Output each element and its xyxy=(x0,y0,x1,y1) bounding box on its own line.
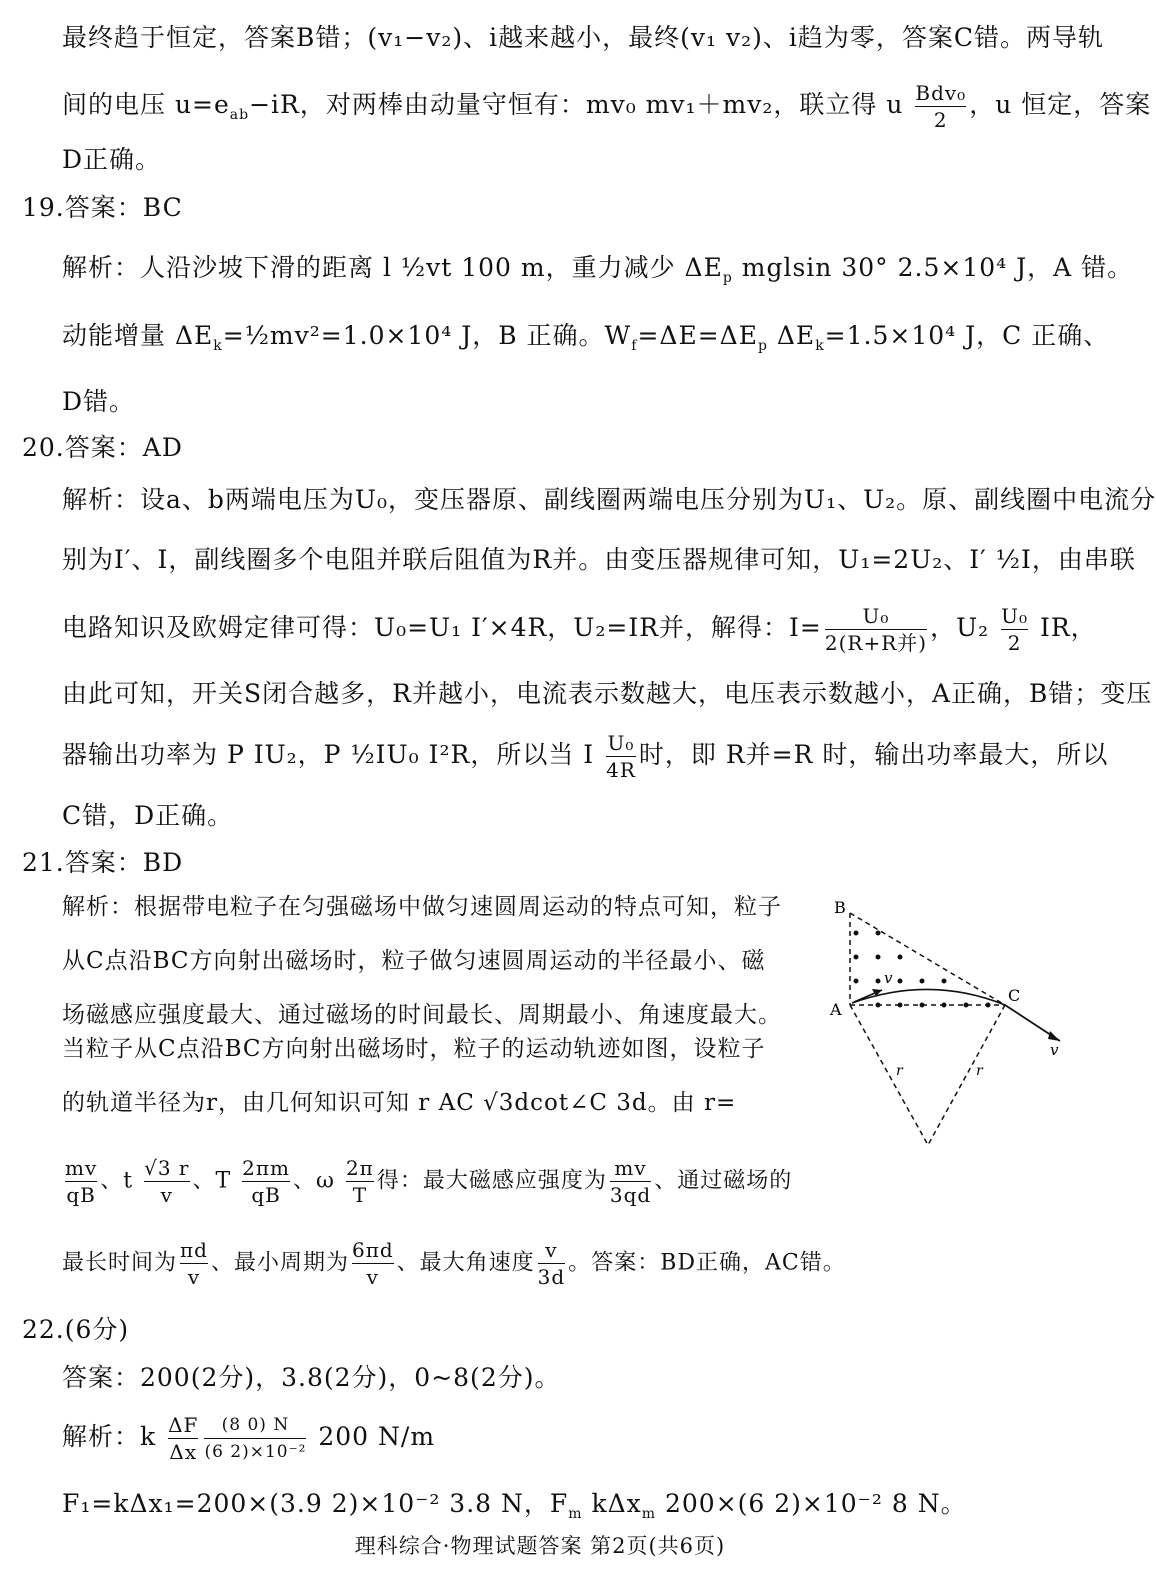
numerator: πd xyxy=(180,1238,208,1262)
numerator: U₀ xyxy=(607,731,635,755)
q22-line-2 xyxy=(62,1484,967,1522)
denominator: 4R xyxy=(606,758,636,782)
q22-line-1 xyxy=(62,1412,435,1465)
numerator: U₀ xyxy=(1001,604,1029,628)
numerator: mv xyxy=(65,1156,98,1180)
fraction xyxy=(204,1412,306,1465)
fraction xyxy=(352,1237,394,1290)
q18-line-1: 最终趋于恒定，答案B错；(v₁−v₂)、i越来越小，最终(v₁ v₂)、i趋为零，答案C错。两导轨 xyxy=(62,23,1104,52)
q21-line-4: 当粒子从C点沿BC方向射出磁场时，粒子的运动轨迹如图，设粒子 xyxy=(62,1036,766,1062)
fraction xyxy=(825,603,927,656)
text: 、最大角速度 xyxy=(396,1250,535,1276)
q19-header xyxy=(22,188,183,224)
text: 最长时间为 xyxy=(62,1250,178,1276)
numerator: ΔF xyxy=(168,1413,199,1437)
magnetic-field-diagram xyxy=(820,895,1070,1150)
numerator: √3 r xyxy=(144,1156,190,1180)
q21-line-1: 解析：根据带电粒子在匀强磁场中做匀速圆周运动的特点可知，粒子 xyxy=(62,894,782,920)
q19-line-3: D错。 xyxy=(62,387,136,416)
numerator: 2π xyxy=(345,1156,374,1180)
fraction xyxy=(144,1155,189,1208)
numerator: mv xyxy=(610,1155,651,1182)
denominator: Δx xyxy=(169,1440,198,1464)
q18-line-3: D正确。 xyxy=(62,145,162,174)
q21-line-2: 从C点沿BC方向射出磁场时，粒子做匀速圆周运动的半径最小、磁 xyxy=(62,948,766,974)
label-v-out: v xyxy=(1050,1041,1059,1059)
fraction xyxy=(1001,603,1028,656)
denominator: 2 xyxy=(933,108,948,132)
denominator: v xyxy=(160,1183,173,1207)
fraction xyxy=(168,1412,198,1465)
q21-header xyxy=(22,843,183,879)
text: kΔx xyxy=(582,1489,642,1518)
denominator: T xyxy=(352,1183,368,1207)
text: ，u 恒定，答案 xyxy=(969,90,1152,119)
denominator: 3qd xyxy=(609,1183,652,1207)
q21-line-3: 场磁感应强度最大、通过磁场的时间最长、周期最小、角速度最大。 xyxy=(62,1002,782,1028)
q21-line-5: 的轨道半径为r，由几何知识可知 r AC √3dcot∠C 3d。由 r= xyxy=(62,1090,737,1116)
denominator: v xyxy=(366,1265,379,1289)
text: F₁=kΔx₁=200×(3.9 2)×10⁻² 3.8 N，F xyxy=(62,1489,569,1518)
denominator: 2 xyxy=(1007,631,1022,655)
label-b: B xyxy=(834,898,846,917)
subscript: k xyxy=(213,338,223,354)
text: 、ω xyxy=(293,1168,343,1194)
subscript: m xyxy=(641,1506,657,1522)
text: IR， xyxy=(1031,613,1097,642)
text: ，U₂ xyxy=(930,613,999,642)
q20-line-5 xyxy=(62,730,1108,783)
q20-header xyxy=(22,428,183,464)
label-v-inside: v xyxy=(884,969,893,987)
q22-answer: 答案：200(2分)，3.8(2分)，0~8(2分)。 xyxy=(62,1363,561,1392)
denominator: (6 2)×10⁻² xyxy=(204,1442,307,1462)
text: 解析：人沿沙坡下滑的距离 l ½vt 100 m，重力减少 ΔE xyxy=(62,253,723,282)
q21-line-7 xyxy=(62,1237,846,1290)
text: 器输出功率为 P IU₂，P ½IU₀ I²R，所以当 I xyxy=(62,740,604,769)
subscript: p xyxy=(757,338,768,354)
text: =1.5×10⁴ J，C 正确、 xyxy=(824,321,1110,350)
question-number: 20. xyxy=(22,433,65,462)
label-r-left: r xyxy=(896,1063,903,1079)
q21-line-6 xyxy=(62,1155,792,1208)
numerator: v xyxy=(538,1237,566,1264)
numerator: Bdv₀ xyxy=(915,81,967,105)
fraction xyxy=(606,730,636,783)
denominator: 3d xyxy=(537,1265,566,1289)
answer: 答案：BD xyxy=(64,848,184,877)
subscript: k xyxy=(815,338,825,354)
fraction xyxy=(538,1237,566,1290)
page-footer: 理科综合·物理试题答案 第2页(共6页) xyxy=(354,1534,726,1558)
q20-line-6: C错，D正确。 xyxy=(62,801,234,830)
denominator: 2(R+R并) xyxy=(824,631,928,655)
q19-line-2 xyxy=(62,316,1109,354)
numerator: U₀ xyxy=(825,603,927,630)
subscript: ab xyxy=(229,107,250,123)
label-a: A xyxy=(830,1000,842,1019)
q20-line-1: 解析：设a、b两端电压为U₀，变压器原、副线圈两端电压分别为U₁、U₂。原、副线圈中电流分 xyxy=(62,485,1156,514)
text: 电路知识及欧姆定律可得：U₀=U₁ I′×4R，U₂=IR并，解得：I= xyxy=(62,613,822,642)
question-number: 19. xyxy=(22,193,65,222)
text: 解析：k xyxy=(62,1422,166,1451)
fraction xyxy=(242,1155,290,1208)
text: 、t xyxy=(100,1168,142,1194)
text: mglsin 30° 2.5×10⁴ J，A 错。 xyxy=(732,253,1134,282)
subscript: p xyxy=(722,270,733,286)
text: 200 N/m xyxy=(309,1422,436,1451)
q20-line-4: 由此可知，开关S闭合越多，R并越小，电流表示数越大，电压表示数越小，A正确，B错；变压 xyxy=(62,679,1153,708)
segment-bc xyxy=(850,913,1005,1005)
text: 间的电压 u=e xyxy=(62,90,230,119)
q18-line-2 xyxy=(62,80,1151,133)
numerator: 6πd xyxy=(351,1238,394,1262)
text: −iR，对两棒由动量守恒有：mv₀ mv₁＋mv₂，联立得 u xyxy=(249,90,913,119)
text: 动能增量 ΔE xyxy=(62,321,214,350)
text: 200×(6 2)×10⁻² 8 N。 xyxy=(656,1489,967,1518)
q20-line-3 xyxy=(62,603,1097,656)
denominator: qB xyxy=(251,1183,281,1207)
answer: 答案：BC xyxy=(64,193,183,222)
text: =½mv²=1.0×10⁴ J，B 正确。W xyxy=(222,321,632,350)
subscript: m xyxy=(568,1506,583,1522)
fraction xyxy=(65,1155,97,1208)
fraction xyxy=(610,1155,651,1208)
points: (6分) xyxy=(64,1315,130,1344)
q22-header xyxy=(22,1310,129,1346)
fraction xyxy=(915,80,966,133)
numerator: 2πm xyxy=(242,1156,291,1180)
text: 时，即 R并=R 时，输出功率最大，所以 xyxy=(638,740,1109,769)
numerator: (8 0) N xyxy=(204,1412,306,1439)
question-number: 22. xyxy=(22,1315,65,1344)
radius-right xyxy=(928,1005,1005,1145)
text: 。答案：BD正确，AC错。 xyxy=(568,1250,846,1276)
text: 、T xyxy=(192,1168,240,1194)
answer: 答案：AD xyxy=(64,433,183,462)
q19-line-1 xyxy=(62,248,1133,286)
denominator: v xyxy=(187,1265,201,1289)
fraction xyxy=(180,1237,208,1290)
fraction xyxy=(346,1155,374,1208)
question-number: 21. xyxy=(22,848,65,877)
q20-line-2: 别为I′、I，副线圈多个电阻并联后阻值为R并。由变压器规律可知，U₁=2U₂、I′ ½I，由串联 xyxy=(62,545,1136,574)
label-c: C xyxy=(1008,986,1021,1005)
text: 、最小周期为 xyxy=(210,1250,349,1276)
text: 、通过磁场的 xyxy=(654,1168,793,1194)
text: =ΔE=ΔE xyxy=(637,321,758,350)
text: ΔE xyxy=(767,321,816,350)
text: 得：最大磁感应强度为 xyxy=(376,1168,607,1194)
label-r-right: r xyxy=(976,1063,983,1079)
arrowhead-icon xyxy=(1048,1031,1060,1041)
radius-left xyxy=(850,1005,928,1145)
subscript: f xyxy=(631,338,638,354)
denominator: qB xyxy=(66,1183,96,1207)
